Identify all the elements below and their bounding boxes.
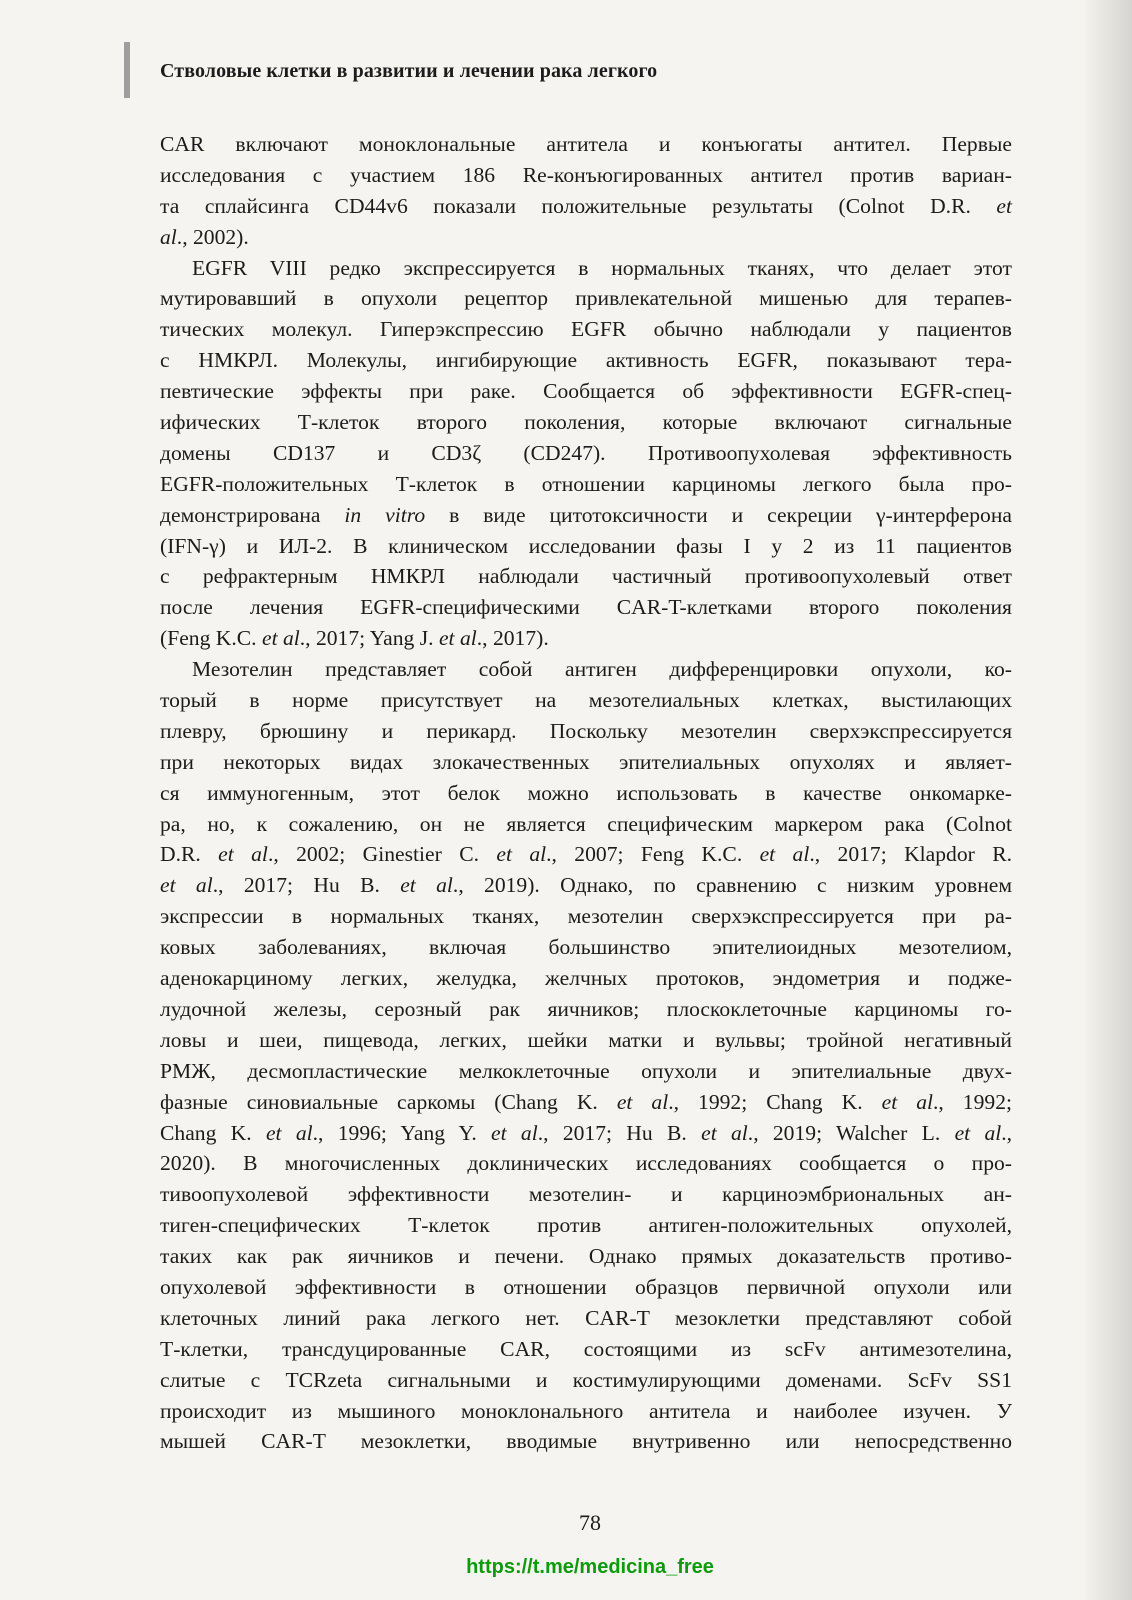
text-line: та сплайсинга CD44v6 показали положительные результаты (Colnot D.R. et: [160, 193, 1012, 218]
header-bar: [124, 42, 130, 98]
text-line: D.R. et al., 2002; Ginestier C. et al., 2007; Feng K.C. et al., 2017; Klapdor R.: [160, 842, 1013, 867]
text-line: тиген-специфических Т-клеток против антиген-положительных опухолей,: [160, 1213, 1012, 1238]
body-text: [160, 129, 1012, 1457]
text-line: ковых заболеваниях, включая большинство эпителиоидных мезотелиом,: [160, 935, 1012, 960]
text-line: РМЖ, десмопластические мелкоклеточные опухоли и эпителиальные двух-: [160, 1058, 1012, 1083]
footer-link[interactable]: https://t.me/medicina_free: [466, 1556, 714, 1578]
text-line: таких как рак яичников и печени. Однако прямых доказательств противо-: [160, 1244, 1012, 1269]
text-line: с рефрактерным НМКРЛ наблюдали частичный противоопухолевый ответ: [160, 564, 1012, 589]
text-line: Т-клетки, трансдуцированные CAR, состоящими из scFv антимезотелина,: [160, 1336, 1012, 1361]
text-line: ифических Т-клеток второго поколения, которые включают сигнальные: [160, 410, 1012, 435]
text-line: Chang K. et al., 1996; Yang Y. et al., 2017; Hu B. et al., 2019; Walcher L. et al.,: [160, 1120, 1013, 1145]
text-line: ловы и шеи, пищевода, легких, шейки матки и вульвы; тройной негативный: [160, 1027, 1012, 1052]
text-line: при некоторых видах злокачественных эпителиальных опухолях и являет-: [160, 749, 1012, 774]
text-line: после лечения EGFR-специфическими CAR-T-клетками второго поколения: [160, 595, 1012, 620]
text-line: тивоопухолевой эффективности мезотелин- и карциноэмбриональных ан-: [160, 1182, 1012, 1207]
text-line: (Feng K.C. et al., 2017; Yang J. et al., 2017).: [160, 626, 549, 651]
page-number: 78: [579, 1510, 601, 1535]
text-line: (IFN-γ) и ИЛ-2. В клиническом исследовании фазы I у 2 из 11 пациентов: [160, 533, 1012, 558]
text-line: певтические эффекты при раке. Сообщается об эффективности EGFR-спец-: [160, 379, 1012, 404]
text-line: аденокарциному легких, желудка, желчных протоков, эндометрия и подже-: [160, 966, 1012, 991]
text-line: ра, но, к сожалению, он не является специфическим маркером рака (Colnot: [160, 811, 1012, 836]
text-line: исследования с участием 186 Re-конъюгированных антител против вариан-: [160, 162, 1012, 187]
page-edge-shadow: [1086, 0, 1132, 1600]
text-line: al., 2002).: [160, 224, 249, 249]
text-line: происходит из мышиного моноклонального антитела и наиболее изучен. У: [160, 1398, 1012, 1423]
text-line: лудочной железы, серозный рак яичников; плоскоклеточные карциномы го-: [160, 996, 1012, 1021]
text-line: плевру, брюшину и перикард. Поскольку мезотелин сверхэкспрессируется: [160, 718, 1012, 743]
text-line: демонстрирована in vitro в виде цитотоксичности и секреции γ-интерферона: [160, 502, 1012, 527]
text-line: торый в норме присутствует на мезотелиальных клетках, выстилающих: [160, 688, 1012, 713]
text-line: фазные синовиальные саркомы (Chang K. et al., 1992; Chang K. et al., 1992;: [160, 1089, 1012, 1114]
text-line: Мезотелин представляет собой антиген дифференцировки опухоли, ко-: [192, 657, 1012, 682]
text-line: EGFR VIII редко экспрессируется в нормальных тканях, что делает этот: [192, 255, 1012, 280]
text-line: экспрессии в нормальных тканях, мезотелин сверхэкспрессируется при ра-: [160, 904, 1012, 929]
text-line: ся иммуногенным, этот белок можно использовать в качестве онкомарке-: [160, 780, 1012, 805]
text-line: et al., 2017; Hu B. et al., 2019). Однако, по сравнению с низким уровнем: [160, 873, 1013, 898]
text-line: CAR включают моноклональные антитела и конъюгаты антител. Первые: [160, 132, 1012, 156]
text-line: 2020). В многочисленных доклинических исследованиях сообщается о про-: [160, 1151, 1012, 1176]
text-line: тических молекул. Гиперэкспрессию EGFR обычно наблюдали у пациентов: [160, 317, 1012, 342]
text-line: домены CD137 и CD3ζ (CD247). Противоопухолевая эффективность: [160, 440, 1012, 465]
text-line: мышей CAR-T мезоклетки, вводимые внутривенно или непосредственно: [160, 1429, 1012, 1454]
text-line: мутировавший в опухоли рецептор привлекательной мишенью для терапев-: [160, 286, 1012, 311]
running-title: Стволовые клетки в развитии и лечении рака легкого: [160, 60, 658, 82]
text-line: опухолевой эффективности в отношении образцов первичной опухоли или: [160, 1274, 1012, 1299]
text-line: клеточных линий рака легкого нет. CAR-T мезоклетки представляют собой: [160, 1305, 1012, 1330]
text-line: EGFR-положительных Т-клеток в отношении карциномы легкого была про-: [160, 471, 1012, 496]
text-line: слитые с TCRzeta сигнальными и костимулирующими доменами. ScFv SS1: [160, 1367, 1012, 1392]
text-line: с НМКРЛ. Молекулы, ингибирующие активность EGFR, показывают тера-: [160, 348, 1012, 373]
